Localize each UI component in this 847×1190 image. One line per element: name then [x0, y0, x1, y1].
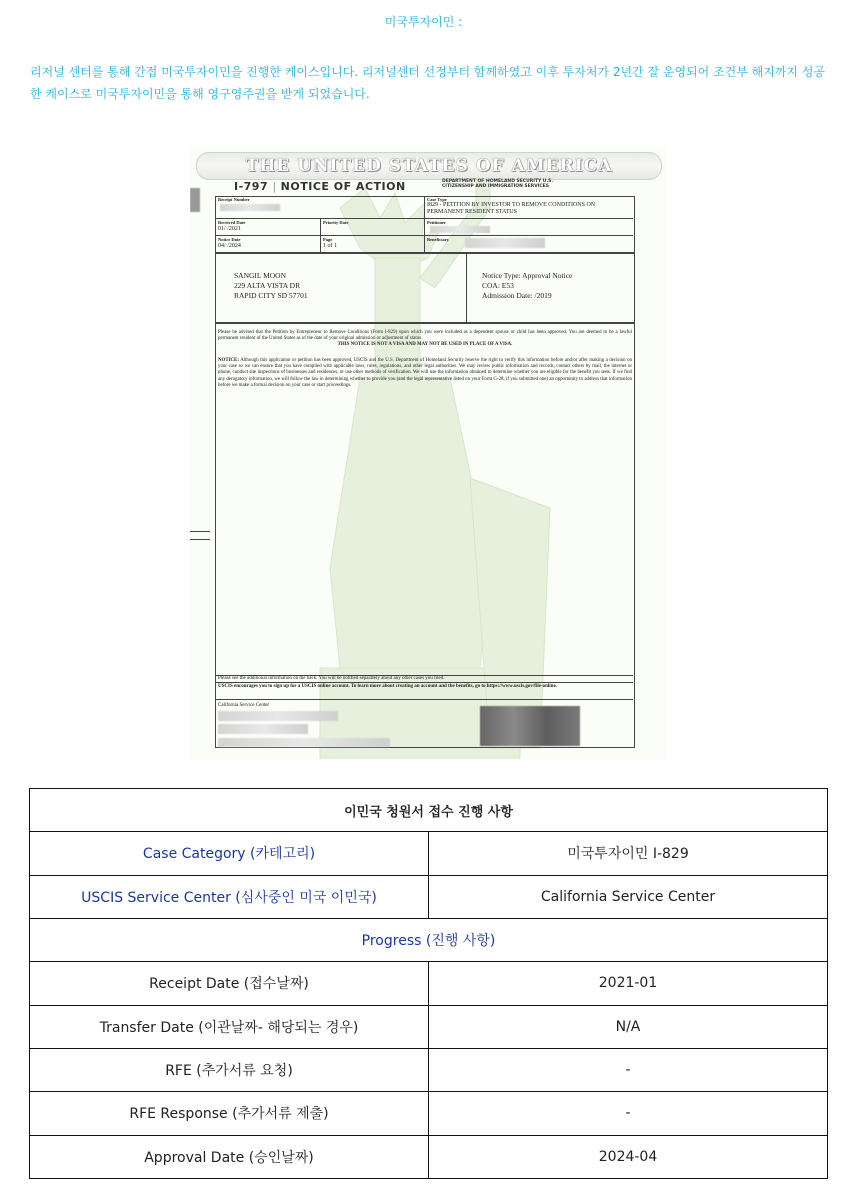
receipt-number-label: Receipt Number [218, 197, 250, 202]
footer-back-text: Please see the additional information on the back. You will be notified separately about any other cases you filed. [218, 676, 445, 681]
rfe-value: - [429, 1048, 828, 1091]
form-number: I-797 [234, 180, 269, 193]
rfe-response-label: RFE Response (추가서류 제출) [30, 1092, 429, 1135]
barcode-redaction [480, 706, 580, 746]
receipt-date-value: 2021-01 [429, 962, 828, 1005]
beneficiary-label: Beneficiary [427, 237, 449, 242]
mailing-address [234, 271, 308, 301]
redaction [430, 226, 490, 233]
service-center-label-cell: USCIS Service Center (심사중인 미국 이민국) [30, 875, 429, 918]
rfe-response-value: - [429, 1092, 828, 1135]
petitioner-label: Petitioner [427, 220, 446, 225]
intro-paragraph: 리저널 센터를 통해 간접 미국투자이민을 진행한 케이스입니다. 리저널센터 선정부터 함께하였고 이후 투자처가 2년간 잘 운영되어 조건부 해지까지 성공한 케이스로 미국투자이민을 통해 영구영주권을 받게 되었습니다. [30, 65, 826, 101]
transfer-date-label: Transfer Date (이관날짜- 해당되는 경우) [30, 1005, 429, 1048]
footer-online-text: USCIS encourages you to sign up for a USCIS online account. To learn more about creating an account and the benefits, go to https://www.uscis.gov/file-online. [218, 684, 557, 689]
table-row [30, 1135, 828, 1178]
receipt-date-label: Receipt Date (접수날짜) [30, 962, 429, 1005]
notice-date: 04/ /2024 [218, 243, 241, 249]
admission-date: Admission Date: /2019 [482, 291, 552, 300]
address-city: RAPID CITY SD 57701 [234, 291, 308, 300]
page-heading: 미국투자이민 : [384, 15, 463, 29]
table-title: 이민국 청원서 접수 진행 사항 [30, 789, 828, 832]
table-row [30, 1092, 828, 1135]
case-category-value: 미국투자이민 I-829 [429, 832, 828, 875]
coa: COA: E53 [482, 281, 514, 290]
case-type-label: Case Type [427, 197, 447, 202]
address-name: SANGIL MOON [234, 271, 287, 280]
priority-date-label: Priority Date [323, 220, 349, 225]
service-center-label: California Service Center [218, 703, 270, 708]
notice-type: Notice Type: Approval Notice [482, 271, 573, 280]
table-row [30, 1005, 828, 1048]
visa-warning: THIS NOTICE IS NOT A VISA AND MAY NOT BE USED IN PLACE OF A VISA. [337, 342, 513, 348]
rfe-label: RFE (추가서류 요청) [30, 1048, 429, 1091]
document-banner: THE UNITED STATES OF AMERICA [196, 152, 662, 180]
table-row [30, 832, 828, 875]
table-row [30, 875, 828, 918]
redaction [218, 724, 308, 734]
redaction [465, 238, 545, 248]
redaction [220, 204, 280, 211]
transfer-date-value: N/A [429, 1005, 828, 1048]
approval-text: Please be advised that the Petition by Entrepreneur to Remove Conditions (Form I-829) upon which you were included as a dependent spouse or child has been approved. You are deemed to be a lawful permanent resident of the United States as of the date of your original admission or adjustment of status. THIS NOTICE IS NOT A VISA AND MAY NOT BE USED IN PLACE OF A VISA. [218, 330, 632, 348]
table-row [30, 962, 828, 1005]
received-date: 01/ /2021 [218, 226, 241, 232]
address-street: 229 ALTA VISTA DR [234, 281, 301, 290]
notice-text: NOTICE: Although this application or petition has been approved, USCIS and the U.S. Department of Homeland Security reserve the right to verify this information before and/or after making a decision on your case so we can ensure that you have complied with applicable laws, rules, regulations, and other legal authorities. We may review public information and records, contact others by mail, the internet or phone, conduct site inspections of businesses and residences, or use other methods of verification. We will use the information obtained to determine whether you are eligible for the benefit you seek. If we find any derogatory information, we will follow the law in determining whether to provide you (and the legal representative listed on your Form G-28, if you submitted one) an opportunity to address that information before we make a formal decision on your case or start proceedings. [218, 358, 632, 388]
case-progress-table [29, 788, 828, 1179]
redaction [218, 711, 338, 721]
service-center-value: California Service Center [429, 875, 828, 918]
redaction [218, 738, 390, 747]
form-title: I-797 | NOTICE OF ACTION [234, 180, 406, 193]
case-category-label: Case Category (카테고리) [30, 832, 429, 875]
received-date-label: Received Date [218, 220, 246, 225]
page-label: Page [323, 237, 333, 242]
page-count: 1 of 1 [323, 243, 337, 249]
case-type: I829 - PETITION BY INVESTOR TO REMOVE CONDITIONS ON PERMANENT RESIDENT STATUS [427, 202, 596, 215]
notice-type-block [482, 271, 572, 301]
department-label: DEPARTMENT OF HOMELAND SECURITY U.S. CITIZENSHIP AND IMMIGRATION SERVICES [442, 179, 554, 189]
approval-date-value: 2024-04 [429, 1135, 828, 1178]
progress-title: Progress (진행 사항) [30, 918, 828, 961]
notice-date-label: Notice Date [218, 237, 241, 242]
approval-date-label: Approval Date (승인날짜) [30, 1135, 429, 1178]
table-row [30, 1048, 828, 1091]
form-name: NOTICE OF ACTION [280, 180, 406, 193]
redaction [190, 188, 200, 212]
i797-notice-image [190, 148, 666, 760]
